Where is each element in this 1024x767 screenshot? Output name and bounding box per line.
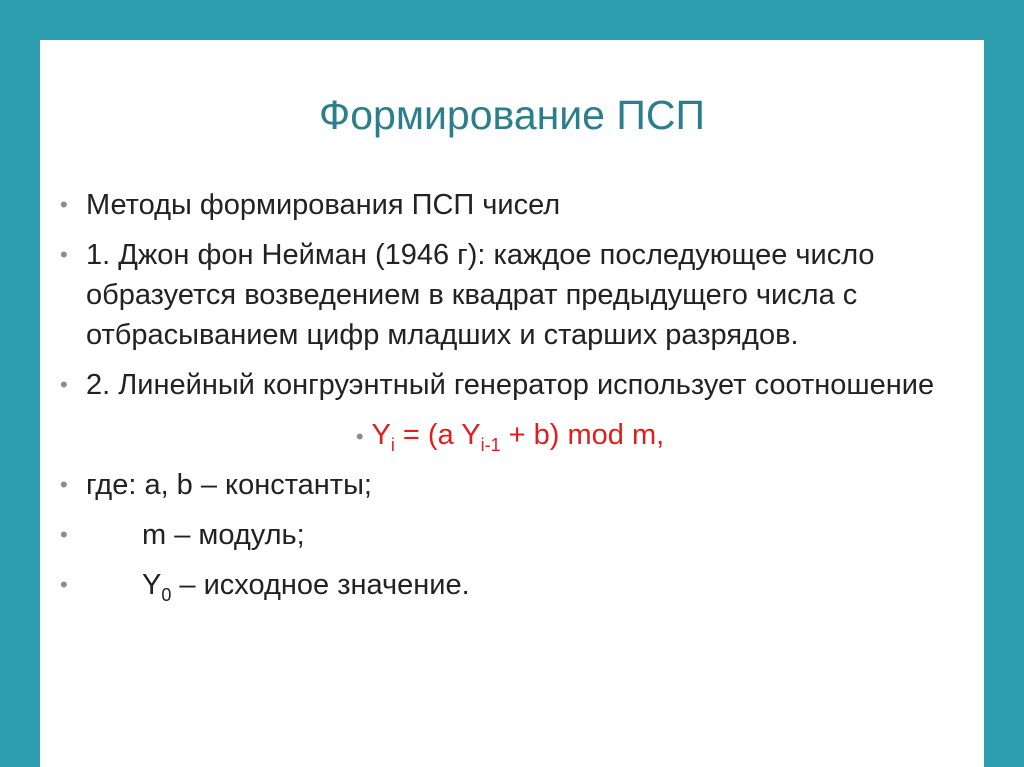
slide-content — [40, 40, 984, 767]
formula-sub-i: i — [390, 434, 395, 455]
formula-y: Y — [371, 419, 391, 451]
bullet-text: m – модуль; — [142, 519, 305, 551]
bullet-dot-icon: • — [60, 472, 68, 497]
page-title: Формирование ПСП — [319, 92, 705, 138]
bullet-dot-icon: • — [60, 572, 68, 597]
list-item — [60, 515, 960, 555]
bullet-list — [60, 185, 960, 615]
formula-end: + b) mod m, — [500, 419, 665, 451]
bullet-dot-icon: • — [60, 522, 68, 547]
bullet-text: Методы формирования ПСП чисел — [86, 189, 561, 221]
bullet-text: 1. Джон фон Нейман (1946 г): каждое последующее число образуется возведением в квадрат предыдущего числа с отбрасыванием цифр младших и старших разрядов. — [86, 239, 875, 351]
bullet-text: где: a, b – константы; — [86, 469, 372, 501]
bullet-dot-icon: • — [60, 372, 68, 397]
y0-symbol: Y — [142, 569, 162, 601]
list-item — [60, 365, 960, 405]
formula-sub-i1: i-1 — [480, 434, 501, 455]
bullet-text: 2. Линейный конгруэнтный генератор использует соотношение — [86, 369, 935, 401]
bullet-text: – исходное значение. — [171, 569, 470, 601]
bullet-dot-icon: • — [60, 192, 68, 217]
bullet-dot-icon: • — [355, 424, 364, 449]
bullet-dot-icon: • — [60, 242, 68, 267]
formula-mid: = (a Y — [394, 419, 481, 451]
list-item — [60, 465, 960, 505]
y0-subscript: 0 — [161, 584, 172, 605]
list-item — [60, 235, 960, 355]
formula-line — [60, 415, 960, 457]
list-item — [60, 185, 960, 225]
list-item — [60, 565, 960, 605]
